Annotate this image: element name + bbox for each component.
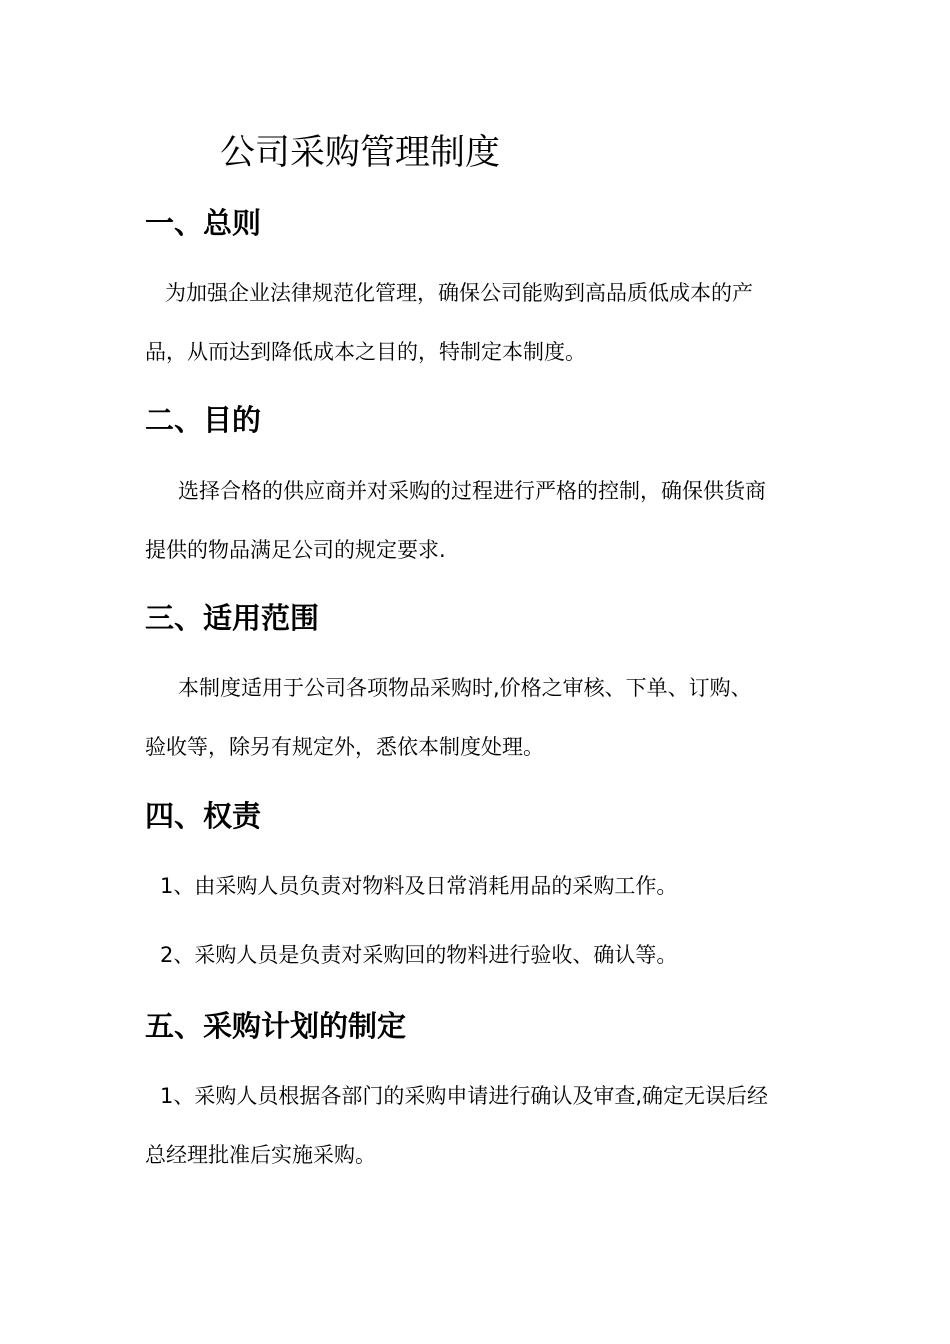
paragraph-line: 提供的物品满足公司的规定要求. — [145, 538, 446, 562]
paragraph-line: 选择合格的供应商并对采购的过程进行严格的控制，确保供货商 — [178, 479, 766, 503]
section-heading-scope: 三、适用范围 — [145, 601, 320, 635]
section-heading-procurement-plan: 五、采购计划的制定 — [145, 1009, 407, 1043]
paragraph-line: 总经理批准后实施采购。 — [145, 1143, 376, 1167]
section-heading-responsibilities: 四、权责 — [145, 799, 262, 833]
list-item: 1、采购人员根据各部门的采购申请进行确认及审查,确定无误后经 — [160, 1084, 769, 1108]
list-item: 2、采购人员是负责对采购回的物料进行验收、确认等。 — [160, 943, 678, 967]
paragraph-line: 验收等，除另有规定外，悉依本制度处理。 — [145, 735, 544, 759]
paragraph-line: 本制度适用于公司各项物品采购时,价格之审核、下单、订购、 — [178, 676, 752, 700]
section-heading-general: 一、总则 — [145, 206, 262, 240]
paragraph-line: 品，从而达到降低成本之目的，特制定本制度。 — [145, 340, 586, 364]
section-heading-purpose: 二、目的 — [145, 403, 262, 437]
paragraph-line: 为加强企业法律规范化管理，确保公司能购到高品质低成本的产 — [165, 281, 753, 305]
list-item: 1、由采购人员负责对物料及日常消耗用品的采购工作。 — [160, 874, 678, 898]
document-title: 公司采购管理制度 — [220, 133, 501, 173]
